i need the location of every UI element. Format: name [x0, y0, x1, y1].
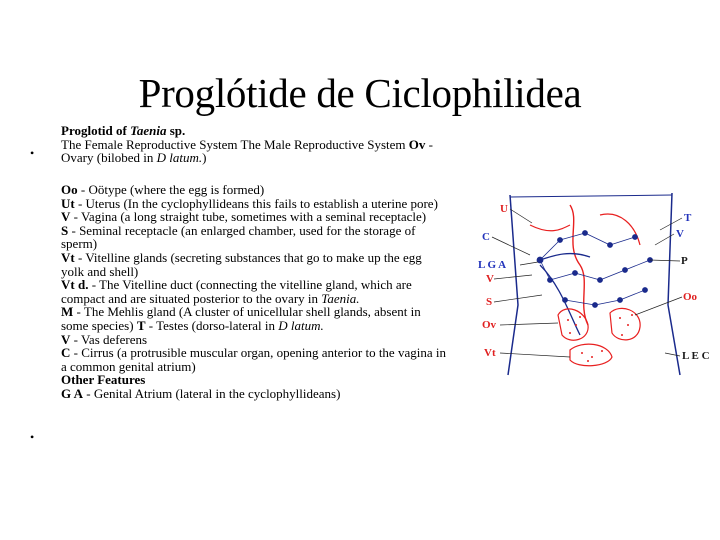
intro-paragraph: Proglotid of Taenia sp. The Female Reproductive System The Male Reproductive System Ov - Ovary (bilobed in D latum.)	[61, 123, 434, 166]
other-heading: Other Features	[61, 372, 146, 388]
diagram-label-v-right: V	[676, 228, 684, 240]
term-vt: Vt - Vitelline glands (secreting substances that go to make up the egg yolk and shell)	[61, 249, 422, 279]
term-vd: V - Vas deferens	[61, 331, 148, 347]
diagram-label-ov: Ov	[482, 319, 497, 331]
term-vtd: Vt d. - The Vitelline duct (connecting the vitelline gland, which are compact and are situated posterior to the ovary in Taenia.	[61, 277, 412, 306]
diagram-label-p: P	[681, 255, 688, 267]
diagram-label-s: S	[486, 296, 493, 308]
slide-title: Proglótide de Ciclophilidea	[138, 70, 582, 116]
diagram-label-lga: L G A	[478, 259, 507, 271]
bullet-marker: •	[30, 430, 35, 444]
term-oo: Oo - Oötype (where the egg is formed)	[61, 182, 265, 197]
term-v: V - Vagina (a long straight tube, sometimes with a seminal receptacle)	[61, 209, 427, 225]
diagram-label-v: V	[486, 273, 494, 285]
diagram-label-u: U	[500, 203, 508, 215]
proglottid-diagram	[470, 185, 710, 385]
term-ga: G A - Genital Atrium (lateral in the cyclophyllideans)	[61, 385, 341, 401]
diagram-label-vt: Vt	[484, 347, 496, 359]
diagram-label-lec: L E C	[682, 350, 710, 362]
diagram-label-c: C	[482, 231, 490, 243]
term-ut: Ut - Uterus (In the cyclophyllideans this fails to establish a uterine pore)	[61, 195, 438, 211]
terms-list	[61, 183, 446, 401]
term-c: C - Cirrus (a protrusible muscular organ, opening anterior to the vagina in a common genital atrium)	[61, 345, 446, 374]
term-s: S - Seminal receptacle (an enlarged chamber, used for the storage of sperm)	[61, 222, 416, 252]
bullet-marker: •	[30, 146, 35, 160]
diagram-label-oo: Oo	[683, 291, 698, 303]
diagram-label-t: T	[684, 212, 692, 224]
term-m: M - The Mehlis gland (A cluster of unicellular shell glands, absent in some species) T - Testes (dorso-lateral in D latum.	[61, 304, 421, 333]
